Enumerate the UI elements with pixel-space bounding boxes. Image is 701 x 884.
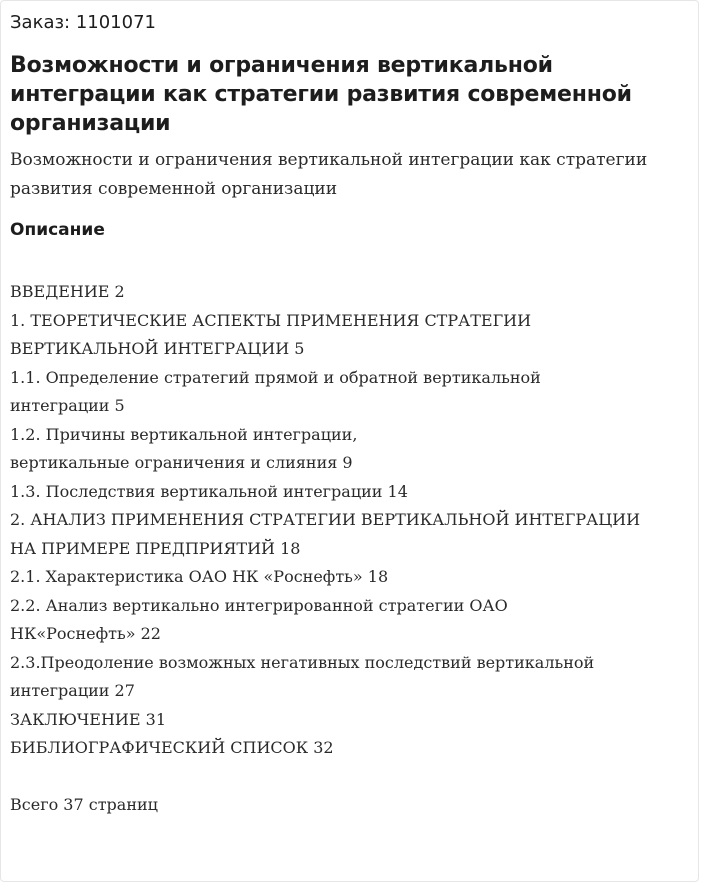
toc-line: интеграции 5	[10, 396, 125, 415]
toc-line: 1.2. Причины вертикальной интеграции,	[10, 424, 358, 444]
total-pages: Всего 37 страниц	[10, 794, 158, 814]
toc-line: 1. ТЕОРЕТИЧЕСКИЕ АСПЕКТЫ ПРИМЕНЕНИЯ СТРАТЕГИИ	[10, 310, 532, 330]
description-heading: Описание	[10, 220, 105, 240]
page-subtitle: Возможности и ограничения вертикальной интеграции как стратегии развития современной организации	[10, 150, 648, 199]
toc-line: интеграции 27	[10, 681, 135, 700]
toc-line: ВВЕДЕНИЕ 2	[10, 282, 125, 301]
toc-line: 2.1. Характеристика ОАО НК «Роснефть» 18	[10, 567, 389, 586]
toc-line: БИБЛИОГРАФИЧЕСКИЙ СПИСОК 32	[10, 738, 334, 757]
toc-line: НК«Роснефть» 22	[10, 624, 161, 643]
toc-line: ЗАКЛЮЧЕНИЕ 31	[10, 709, 166, 729]
toc-line: вертикальные ограничения и слияния 9	[10, 453, 353, 472]
toc-line: 2. АНАЛИЗ ПРИМЕНЕНИЯ СТРАТЕГИИ ВЕРТИКАЛЬНОЙ ИНТЕГРАЦИИ	[10, 510, 641, 529]
toc-line: 2.3.Преодоление возможных негативных последствий вертикальной	[10, 652, 595, 672]
toc-line: 2.2. Анализ вертикально интегрированной стратегии ОАО	[10, 595, 508, 615]
table-of-contents	[10, 278, 689, 763]
order-number: Заказ: 1101071	[10, 12, 156, 33]
toc-line: 1.1. Определение стратегий прямой и обратной вертикальной	[10, 367, 541, 387]
toc-line: ВЕРТИКАЛЬНОЙ ИНТЕГРАЦИИ 5	[10, 339, 305, 358]
page-title: Возможности и ограничения вертикальной интеграции как стратегии развития современной организации	[10, 53, 632, 136]
toc-line: НА ПРИМЕРЕ ПРЕДПРИЯТИЙ 18	[10, 538, 301, 558]
toc-line: 1.3. Последствия вертикальной интеграции 14	[10, 481, 408, 501]
